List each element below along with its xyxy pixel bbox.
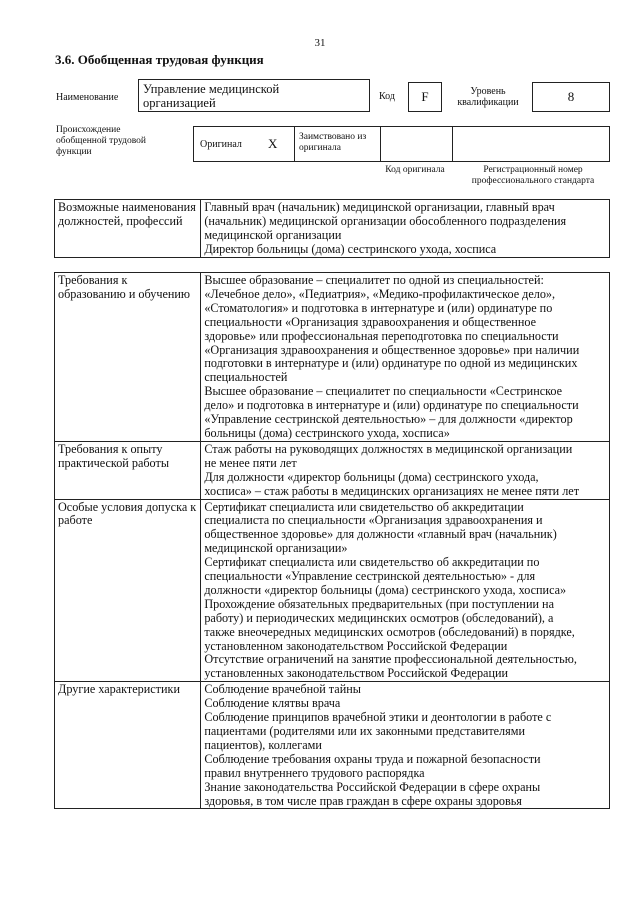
text-line: медицинской организации» [204,541,348,556]
origin-table [193,126,610,162]
text-line: пациентами (родителями или их законными представителями [204,724,525,738]
original-mark: X [268,136,278,151]
table-row [55,499,610,682]
text-line: установленных законодательством Российской Федерации [204,666,509,681]
text-line: Соблюдение клятвы врача [204,696,341,711]
text-line: Стаж работы на руководящих должностях в медицинской организации [204,441,573,456]
text-line: больницы (дома) сестринского ухода, хосписа» [204,425,450,440]
admission-label: Особые условия допуска к работе [55,499,201,682]
positions-label: Возможные наименования должностей, профессий [55,200,201,258]
divider [452,127,453,161]
text-line: Для должности «директор больницы (дома) сестринского ухода, [204,469,539,484]
other-label: Другие характеристики [55,682,201,809]
level-value: 8 [532,82,610,112]
text-line: также внеочередных медицинских осмотров (обследований) в порядке, [204,624,575,639]
text-line: здоровье» или профессиональная переподготовка по специальности [204,328,559,343]
admission-content [201,499,610,682]
text-line: не менее пяти лет [204,455,297,470]
level-label: Уровень квалификации [457,86,519,108]
text-line: Сертификат специалиста или свидетельство об аккредитации [204,499,524,514]
text-line: «Стоматология» и подготовка в интернатуре и (или) ординатуре по [204,300,553,315]
table-row [55,441,610,499]
section-title: 3.6. Обобщенная трудовая функция [55,52,264,67]
reg-number-caption: Регистрационный номер профессионального стандарта [471,165,595,186]
text-line: подготовки в интернатуре и (или) ординатуре по одной из медицинских [204,356,578,371]
divider [380,127,381,161]
name-value: Управление медицинской организацией [143,82,280,110]
text-line: Отсутствие ограничений на занятие профессиональной деятельностью, [204,652,577,667]
education-label: Требования к образованию и обучению [55,273,201,442]
text-line: должности «директор больницы (дома) сестринского ухода, хосписа» [204,582,567,597]
experience-label: Требования к опыту практической работы [55,441,201,499]
text-line: специальности «Управление сестринской деятельностью» - для [204,569,536,584]
table-row [55,200,610,258]
text-line: Знание законодательства Российской Федерации в сфере охраны [204,779,541,794]
code-label: Код [379,91,395,102]
text-line: Главный врач (начальник) медицинской организации, главный врач [204,200,555,214]
text-line: «Лечебное дело», «Педиатрия», «Медико-профилактическое дело», [204,286,556,301]
text-line: Сертификат специалиста или свидетельство об аккредитации по [204,555,540,570]
text-line: здоровья, в том числе прав граждан в сфере охраны здоровья [204,793,522,808]
positions-table [54,199,610,258]
text-line: специальности «Организация здравоохранения и общественное [204,314,537,329]
divider [294,127,295,161]
text-line: медицинской организации [204,227,342,242]
text-line: дело» и подготовка в интернатуре и (или) ординатуре по специальности [204,398,579,413]
requirements-table [54,272,610,809]
code-value: F [408,82,442,112]
text-line: Прохождение обязательных предварительных (при поступлении на [204,596,554,611]
table-row [55,273,610,442]
positions-content [201,200,610,258]
text-line: общественное здоровье» для должности «главный врач (начальник) [204,527,557,542]
text-line: «Организация здравоохранения и общественное здоровье» при наличии [204,342,580,357]
original-label: Оригинал [200,139,242,150]
text-line: «Управление сестринской деятельностью» – для должности «директор [204,412,573,427]
text-line: работу) и периодических медицинских осмотров (обследований), а [204,610,554,625]
education-content [201,273,610,442]
text-line: Директор больницы (дома) сестринского ухода, хосписа [204,241,497,256]
text-line: специальностей [204,370,288,385]
experience-content [201,441,610,499]
text-line: хосписа» – стаж работы в медицинских организациях не менее пяти лет [204,483,580,498]
text-line: Высшее образование – специалитет по одной из специальностей: [204,273,544,287]
origin-label: Происхождение обобщенной трудовой функции [56,125,146,157]
text-line: Соблюдение требования охраны труда и пожарной безопасности [204,751,541,766]
text-line: Соблюдение врачебной тайны [204,682,361,697]
text-line: (начальник) медицинской организации обособленного подразделения [204,213,567,228]
code-original-caption: Код оригинала [385,165,445,175]
text-line: Высшее образование – специалитет по специальности «Сестринское [204,384,563,399]
table-row [55,682,610,809]
other-content [201,682,610,809]
text-line: правил внутреннего трудового распорядка [204,765,425,780]
name-label: Наименование [56,92,119,103]
name-value-box [138,79,370,112]
text-line: Соблюдение принципов врачебной этики и деонтологии в работе с [204,710,552,725]
text-line: установленном законодательством Российской Федерации [204,638,508,653]
text-line: пациентов), коллегами [204,737,322,752]
text-line: специалиста по специальности «Организация здравоохранения и [204,513,543,528]
page-number: 31 [314,37,326,49]
borrowed-label: Заимствовано из оригинала [299,132,367,153]
